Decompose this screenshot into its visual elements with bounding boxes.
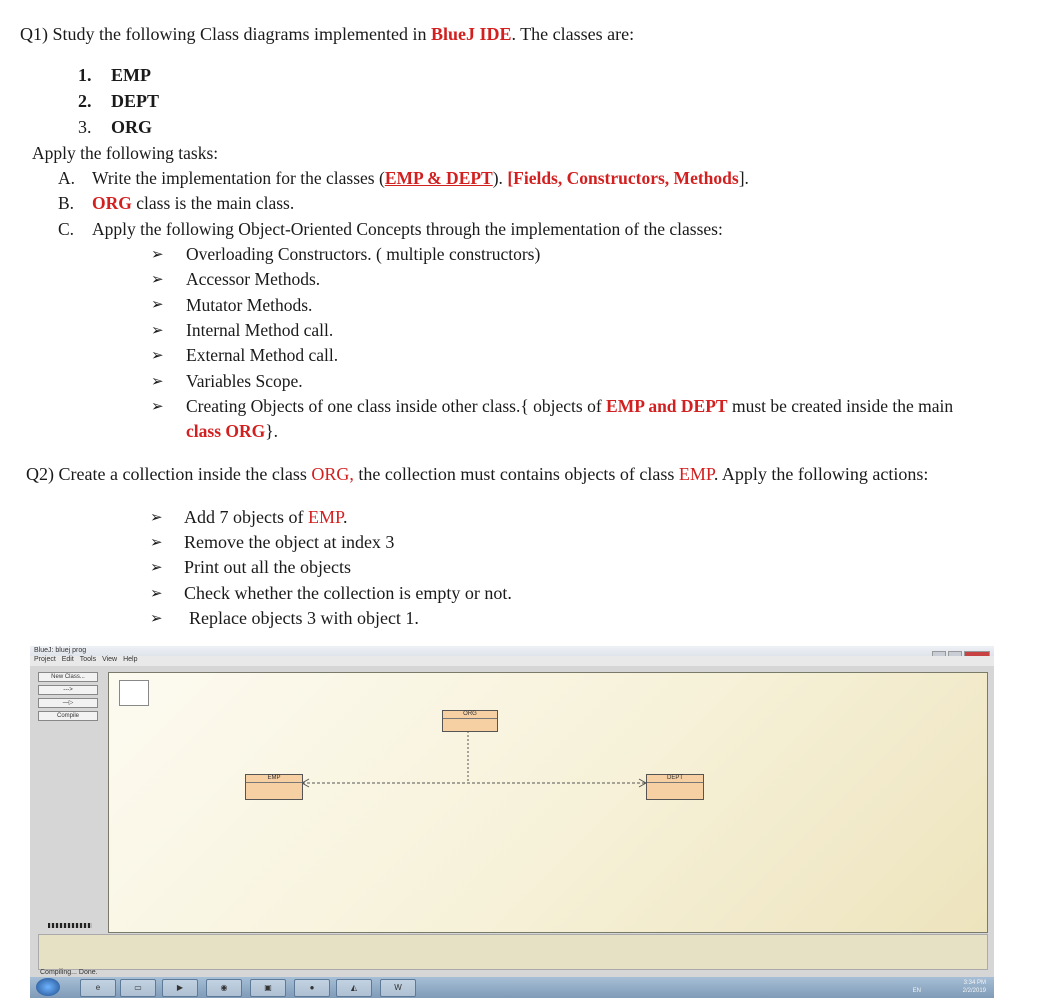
chrome-icon[interactable]: ◉ <box>206 979 242 997</box>
action-item: Remove the object at index 3 <box>184 532 395 552</box>
task-a-letter: A. <box>58 168 76 188</box>
class-name-emp: EMP <box>111 65 151 85</box>
status-text: Compiling... Done. <box>40 969 98 976</box>
concept-item-objects-line2: class ORG}. <box>186 421 279 441</box>
compile-button[interactable]: Compile <box>38 711 98 721</box>
bluej-ide-text: BlueJ IDE <box>430 24 512 44</box>
start-button[interactable] <box>36 978 60 996</box>
folder-icon[interactable]: ▭ <box>120 979 156 997</box>
menu-edit[interactable]: Edit <box>61 656 74 663</box>
apply-heading: Apply the following tasks: <box>32 143 219 163</box>
task-b-letter: B. <box>58 193 75 213</box>
arrow-bullet-icon: ➢ <box>151 372 164 390</box>
arrow-bullet-icon: ➢ <box>151 397 164 415</box>
class-item-3: 3. <box>78 117 92 137</box>
class-name-dept: DEPT <box>111 91 160 111</box>
task-c: Apply the following Object-Oriented Concepts through the implementation of the classes: <box>92 219 723 239</box>
windows-taskbar <box>30 977 994 998</box>
arrow-bullet-icon: ➢ <box>150 609 163 627</box>
system-tray <box>913 979 986 995</box>
class-item-2: 2. <box>78 91 92 111</box>
action-item: Check whether the collection is empty or not. <box>184 583 512 603</box>
menu-help[interactable]: Help <box>123 656 138 663</box>
task-a: Write the implementation for the classes (EMP & DEPT). [Fields, Constructors, Methods]. <box>92 168 749 188</box>
bluej-menubar <box>30 656 994 666</box>
action-item-add: Add 7 objects of EMP. <box>184 507 348 527</box>
inherit-arrow-button[interactable]: —▷ <box>38 698 98 708</box>
q1-intro: Q1) Study the following Class diagrams implemented in BlueJ IDE. The classes are: <box>20 24 635 44</box>
q2-intro: Q2) Create a collection inside the class ORG, the collection must contains objects of class EMP. Apply the following actions: <box>26 464 929 484</box>
bluej-screenshot <box>30 646 994 998</box>
arrow-bullet-icon: ➢ <box>150 533 163 551</box>
arrow-bullet-icon: ➢ <box>150 584 163 602</box>
class-diagram-canvas[interactable] <box>108 672 988 933</box>
class-box-org[interactable]: ORG <box>442 710 498 732</box>
bluej-toolbar <box>38 672 104 724</box>
arrow-bullet-icon: ➢ <box>150 558 163 576</box>
arrow-bullet-icon: ➢ <box>150 508 163 526</box>
arrow-bullet-icon: ➢ <box>151 270 164 288</box>
class-item-1: 1. <box>78 65 92 85</box>
concept-item: Overloading Constructors. ( multiple constructors) <box>186 244 541 264</box>
concept-item: Internal Method call. <box>186 320 334 340</box>
arrow-bullet-icon: ➢ <box>151 245 164 263</box>
bluej-titlebar <box>30 646 994 656</box>
media-icon[interactable]: ▶ <box>162 979 198 997</box>
menu-tools[interactable]: Tools <box>79 656 97 663</box>
action-item: Replace objects 3 with object 1. <box>189 608 419 628</box>
new-class-button[interactable]: New Class... <box>38 672 98 682</box>
object-bench[interactable] <box>38 934 988 970</box>
ie-icon[interactable]: e <box>80 979 116 997</box>
language-indicator[interactable]: EN <box>912 988 921 994</box>
task-c-letter: C. <box>58 219 75 239</box>
arrow-bullet-icon: ➢ <box>151 346 164 364</box>
arrow-bullet-icon: ➢ <box>151 295 164 313</box>
firefox-icon[interactable]: ● <box>294 979 330 997</box>
uses-arrow-button[interactable]: ---> <box>38 685 98 695</box>
task-b: ORG class is the main class. <box>92 193 295 213</box>
bluej-taskbar-icon[interactable]: ◭ <box>336 979 372 997</box>
clock[interactable]: 3:34 PM 2/2/2019 <box>962 980 986 994</box>
concept-item-objects: Creating Objects of one class inside other class.{ objects of EMP and DEPT must be created inside the main <box>186 396 954 416</box>
bluej-window-title: BlueJ: bluej prog <box>34 647 87 654</box>
menu-project[interactable]: Project <box>34 656 56 663</box>
concept-item: Mutator Methods. <box>186 295 313 315</box>
progress-indicator <box>48 923 92 928</box>
arrow-bullet-icon: ➢ <box>151 321 164 339</box>
word-icon[interactable]: W <box>380 979 416 997</box>
concept-item: Variables Scope. <box>186 371 303 391</box>
class-box-dept[interactable]: DEPT <box>646 774 704 800</box>
window-icon[interactable]: ▣ <box>250 979 286 997</box>
class-name-org: ORG <box>111 117 153 137</box>
menu-view[interactable]: View <box>102 656 118 663</box>
action-item: Print out all the objects <box>184 557 351 577</box>
dependency-arrows <box>109 673 987 932</box>
concept-item: Accessor Methods. <box>186 269 321 289</box>
class-box-emp[interactable]: EMP <box>245 774 303 800</box>
concept-item: External Method call. <box>186 345 339 365</box>
